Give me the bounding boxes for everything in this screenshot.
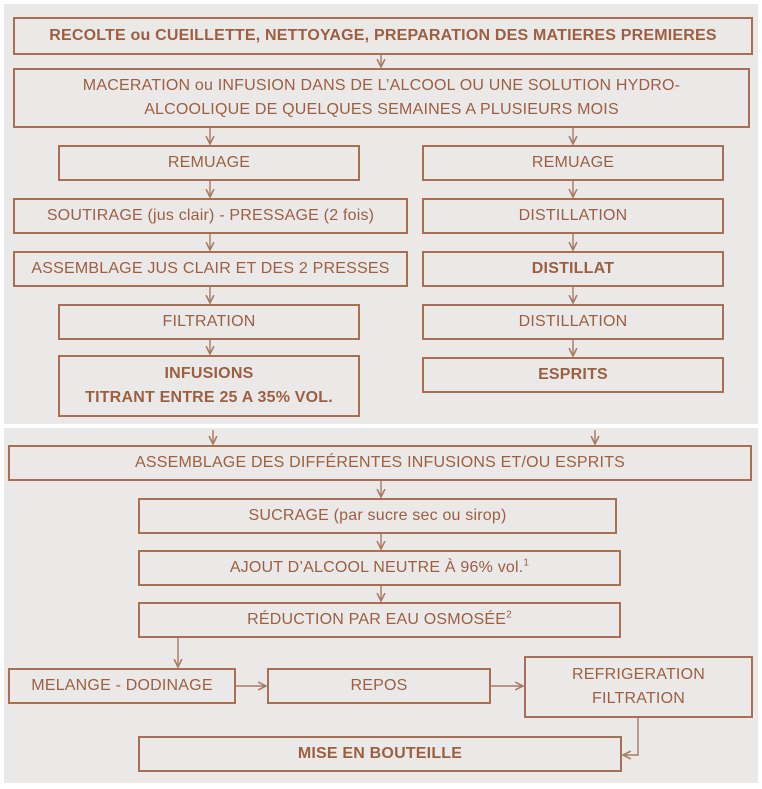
sucrage-step-text: SUCRAGE (par sucre sec ou sirop) — [248, 507, 507, 524]
sucrage-step — [138, 498, 617, 534]
maceration-step-line2: ALCOOLIQUE DE QUELQUES SEMAINES A PLUSIEURS MOIS — [144, 101, 619, 118]
distillation1-step — [422, 198, 724, 234]
esprits-step-text: ESPRITS — [538, 366, 608, 383]
left-remuage-step — [58, 145, 360, 181]
reduction-step-text — [247, 608, 512, 632]
right-remuage-step — [422, 145, 724, 181]
distillation2-step — [422, 304, 724, 340]
distillat-step-text: DISTILLAT — [531, 260, 615, 277]
refrigeration-step-line1: REFRIGERATION — [572, 666, 705, 683]
melange-step — [8, 668, 236, 704]
infusions-step — [58, 355, 360, 417]
infusions-step-line2: TITRANT ENTRE 25 A 35% VOL. — [85, 389, 333, 406]
assemblage-infusions-step — [8, 445, 752, 481]
filtration-step-text: FILTRATION — [162, 313, 256, 330]
reduction-footnote-mark: 2 — [506, 609, 512, 621]
distillation1-step-text: DISTILLATION — [518, 207, 628, 224]
assemblage-infusions-step-text: ASSEMBLAGE DES DIFFÉRENTES INFUSIONS ET/OU ESPRITS — [134, 454, 626, 471]
repos-step — [267, 668, 491, 704]
ajout-alcool-footnote-mark: 1 — [523, 557, 530, 569]
reduction-label: RÉDUCTION PAR EAU OSMOSÉE — [247, 611, 507, 628]
soutirage-step — [13, 198, 408, 234]
left-remuage-step-text: REMUAGE — [167, 154, 251, 171]
melange-step-text: MELANGE - DODINAGE — [31, 677, 213, 694]
ajout-alcool-label: AJOUT D’ALCOOL NEUTRE À 96% vol. — [229, 559, 524, 576]
soutirage-step-text: SOUTIRAGE (jus clair) - PRESSAGE (2 fois) — [46, 207, 375, 224]
harvest-step — [13, 17, 753, 55]
right-remuage-step-text: REMUAGE — [531, 154, 615, 171]
esprits-step — [422, 357, 724, 393]
ajout-alcool-step — [138, 550, 621, 586]
mise-en-bouteille-step-text: MISE EN BOUTEILLE — [297, 745, 463, 762]
ajout-alcool-step-text — [230, 556, 529, 580]
refrigeration-step-line2: FILTRATION — [592, 690, 685, 707]
distillat-step — [422, 251, 724, 287]
maceration-step-line1: MACERATION ou INFUSION DANS DE L’ALCOOL OU UNE SOLUTION HYDRO- — [82, 77, 681, 94]
infusions-step-line1: INFUSIONS — [164, 365, 254, 382]
repos-step-text: REPOS — [350, 677, 408, 694]
maceration-step — [13, 68, 750, 128]
distillation2-step-text: DISTILLATION — [518, 313, 628, 330]
mise-en-bouteille-step — [138, 736, 622, 772]
refrigeration-step — [524, 656, 753, 718]
assemblage-jus-step — [13, 251, 408, 287]
filtration-step — [58, 304, 360, 340]
harvest-step-text: RECOLTE ou CUEILLETTE, NETTOYAGE, PREPARATION DES MATIERES PREMIERES — [49, 27, 717, 44]
assemblage-jus-step-text: ASSEMBLAGE JUS CLAIR ET DES 2 PRESSES — [31, 260, 390, 277]
reduction-step — [138, 602, 621, 638]
